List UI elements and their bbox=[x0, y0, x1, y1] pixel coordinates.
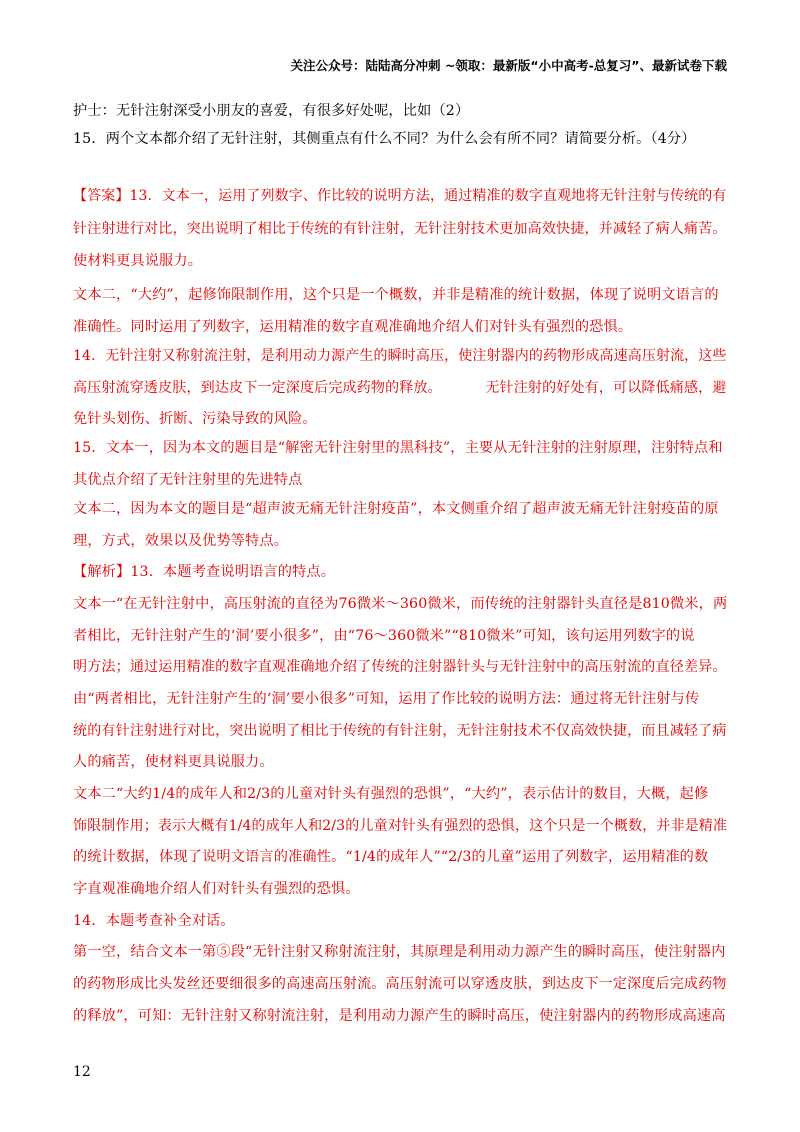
question-15: 15．两个文本都介绍了无针注射，其侧重点有什么不同？为什么会有所不同？请简要分析。（4分） bbox=[73, 131, 696, 147]
analysis-line: 【解析】13．本题考查说明语言的特点。 bbox=[73, 564, 336, 580]
analysis-line: 文本一“在无针注射中，高压射流的直径为76微米～360微米，而传统的注射器针头直径是810微米，两 bbox=[73, 596, 728, 612]
answer-line: 【答案】13．文本一，运用了列数字、作比较的说明方法，通过精准的数字直观地将无针注射与传统的有 bbox=[73, 188, 727, 204]
answer-line: 其优点介绍了无针注射里的先进特点 bbox=[73, 472, 303, 488]
page-number: 12 bbox=[73, 1064, 91, 1080]
answer-line: 准确性。同时运用了列数字，运用精准的数字直观准确地介绍人们对针头有强烈的恐惧。 bbox=[73, 319, 633, 335]
analysis-line: 的释放”，可知：无针注射又称射流注射，是利用动力源产生的瞬时高压，使注射器内的药物形成高速高 bbox=[73, 1008, 726, 1024]
analysis-line: 明方法；通过运用精准的数字直观准确地介绍了传统的注射器针头与无针注射中的高压射流的直径差异。 bbox=[73, 659, 727, 675]
analysis-line: 人的痛苦，使材料更具说服力。 bbox=[73, 754, 274, 770]
analysis-line: 由“两者相比，无针注射产生的‘洞’要小很多”可知，运用了作比较的说明方法：通过将无针注射与传 bbox=[73, 691, 700, 707]
answer-line bbox=[73, 377, 727, 397]
answer-line: 15．文本一，因为本文的题目是“解密无针注射里的黑科技”，主要从无针注射的注射原理，注射特点和 bbox=[73, 440, 723, 456]
analysis-line: 者相比，无针注射产生的‘洞’要小很多”，由“76～360微米”“810微米”可知，该句运用列数字的说 bbox=[73, 628, 695, 644]
answer-line: 14．无针注射又称射流注射，是利用动力源产生的瞬时高压，使注射器内的药物形成高速高压射流，这些 bbox=[73, 348, 727, 364]
analysis-line: 饰限制作用；表示大概有1/4的成年人和2/3的儿童对针头有强烈的恐惧，这个只是一个概数，并非是精准 bbox=[73, 818, 728, 834]
answer-line: 理，方式，效果以及优势等特点。 bbox=[73, 533, 289, 549]
analysis-line: 的统计数据，体现了说明文语言的准确性。“1/4的成年人”“2/3的儿童”运用了列数字，运用精准的数 bbox=[73, 849, 709, 865]
text-line: 护士：无针注射深受小朋友的喜爱，有很多好处呢，比如（2） bbox=[73, 103, 470, 119]
answer-line: 针注射进行对比，突出说明了相比于传统的有针注射，无针注射技术更加高效快捷，并减轻了病人痛苦。 bbox=[73, 221, 727, 237]
answer-line-part: 无针注射的好处有，可以降低痛感，避 bbox=[485, 380, 727, 396]
analysis-line: 字直观准确地介绍人们对针头有强烈的恐惧。 bbox=[73, 881, 360, 897]
answer-line: 免针头划伤、折断、污染导致的风险。 bbox=[73, 411, 317, 427]
answer-line-part: 高压射流穿透皮肤，到达皮下一定深度后完成药物的释放。 bbox=[73, 380, 442, 396]
answer-line: 使材料更具说服力。 bbox=[73, 253, 203, 269]
answer-line: 文本二，因为本文的题目是“超声波无痛无针注射疫苗”，本文侧重介绍了超声波无痛无针注射疫苗的原 bbox=[73, 501, 719, 517]
analysis-line: 第一空，结合文本一第⑤段“无针注射又称射流注射，其原理是利用动力源产生的瞬时高压，使注射器内 bbox=[73, 944, 726, 960]
analysis-line: 文本二“大约1/4的成年人和2/3的儿童对针头有强烈的恐惧”，“大约”，表示估计的数目，大概，起修 bbox=[73, 786, 709, 802]
answer-line: 文本二，“大约”，起修饰限制作用，这个只是一个概数，并非是精准的统计数据，体现了说明文语言的 bbox=[73, 287, 719, 303]
analysis-line: 统的有针注射进行对比，突出说明了相比于传统的有针注射，无针注射技术不仅高效快捷，而且减轻了病 bbox=[73, 723, 727, 739]
page-header: 关注公众号：陆陆高分冲刺 ~领取：最新版“小中高考-总复习”、最新试卷下载 bbox=[290, 58, 727, 73]
analysis-line: 14．本题考查补全对话。 bbox=[73, 913, 235, 929]
analysis-line: 的药物形成比头发丝还要细很多的高速高压射流。高压射流可以穿透皮肤，到达皮下一定深度后完成药物 bbox=[73, 976, 727, 992]
